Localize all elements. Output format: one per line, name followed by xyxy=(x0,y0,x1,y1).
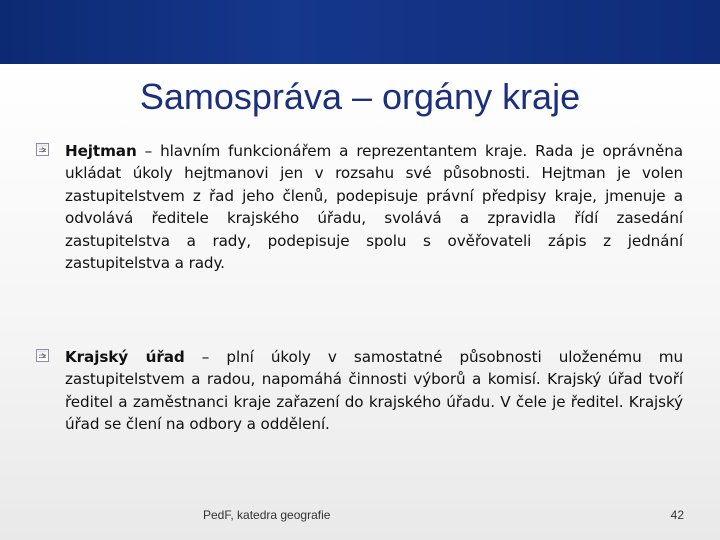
footer-text: PedF, katedra geografie xyxy=(203,508,331,522)
page-number: 42 xyxy=(670,508,684,522)
bullet-term: Krajský úřad xyxy=(65,348,185,366)
header-band xyxy=(0,0,720,64)
bullet-text xyxy=(65,140,683,274)
bullet-description: – plní úkoly v samostatné působnosti uloženému mu zastupitelstvem a radou, napomáhá činnosti výborů a komisí. Krajský úřad tvoří ředitel a zaměstnanci kraje zařazení do krajského úřadu. V čele je ředitel. Krajský úřad se člení na odbory a oddělení. xyxy=(65,348,683,434)
notepad-bullet-icon xyxy=(36,349,49,362)
bullet-text xyxy=(65,346,683,436)
bullet-item-hejtman xyxy=(36,140,684,274)
bullet-description: – hlavním funkcionářem a reprezentantem kraje. Rada je oprávněna ukládat úkoly hejtmanovi jen v rozsahu své působnosti. Hejtman je volen zastupitelstvem z řad jeho členů, podepisuje právní předpisy kraje, jmenuje a odvolává ředitele krajského úřadu, svolává a zpravidla řídí zasedání zastupitelstva a rady, podepisuje spolu s ověřovateli zápis z jednání zastupitelstva a rady. xyxy=(65,142,683,273)
slide-title: Samospráva – orgány kraje xyxy=(139,76,581,117)
notepad-bullet-icon xyxy=(36,143,49,156)
bullet-term: Hejtman xyxy=(65,142,137,160)
slide-background xyxy=(0,64,720,540)
bullet-item-krajsky-urad xyxy=(36,346,684,436)
